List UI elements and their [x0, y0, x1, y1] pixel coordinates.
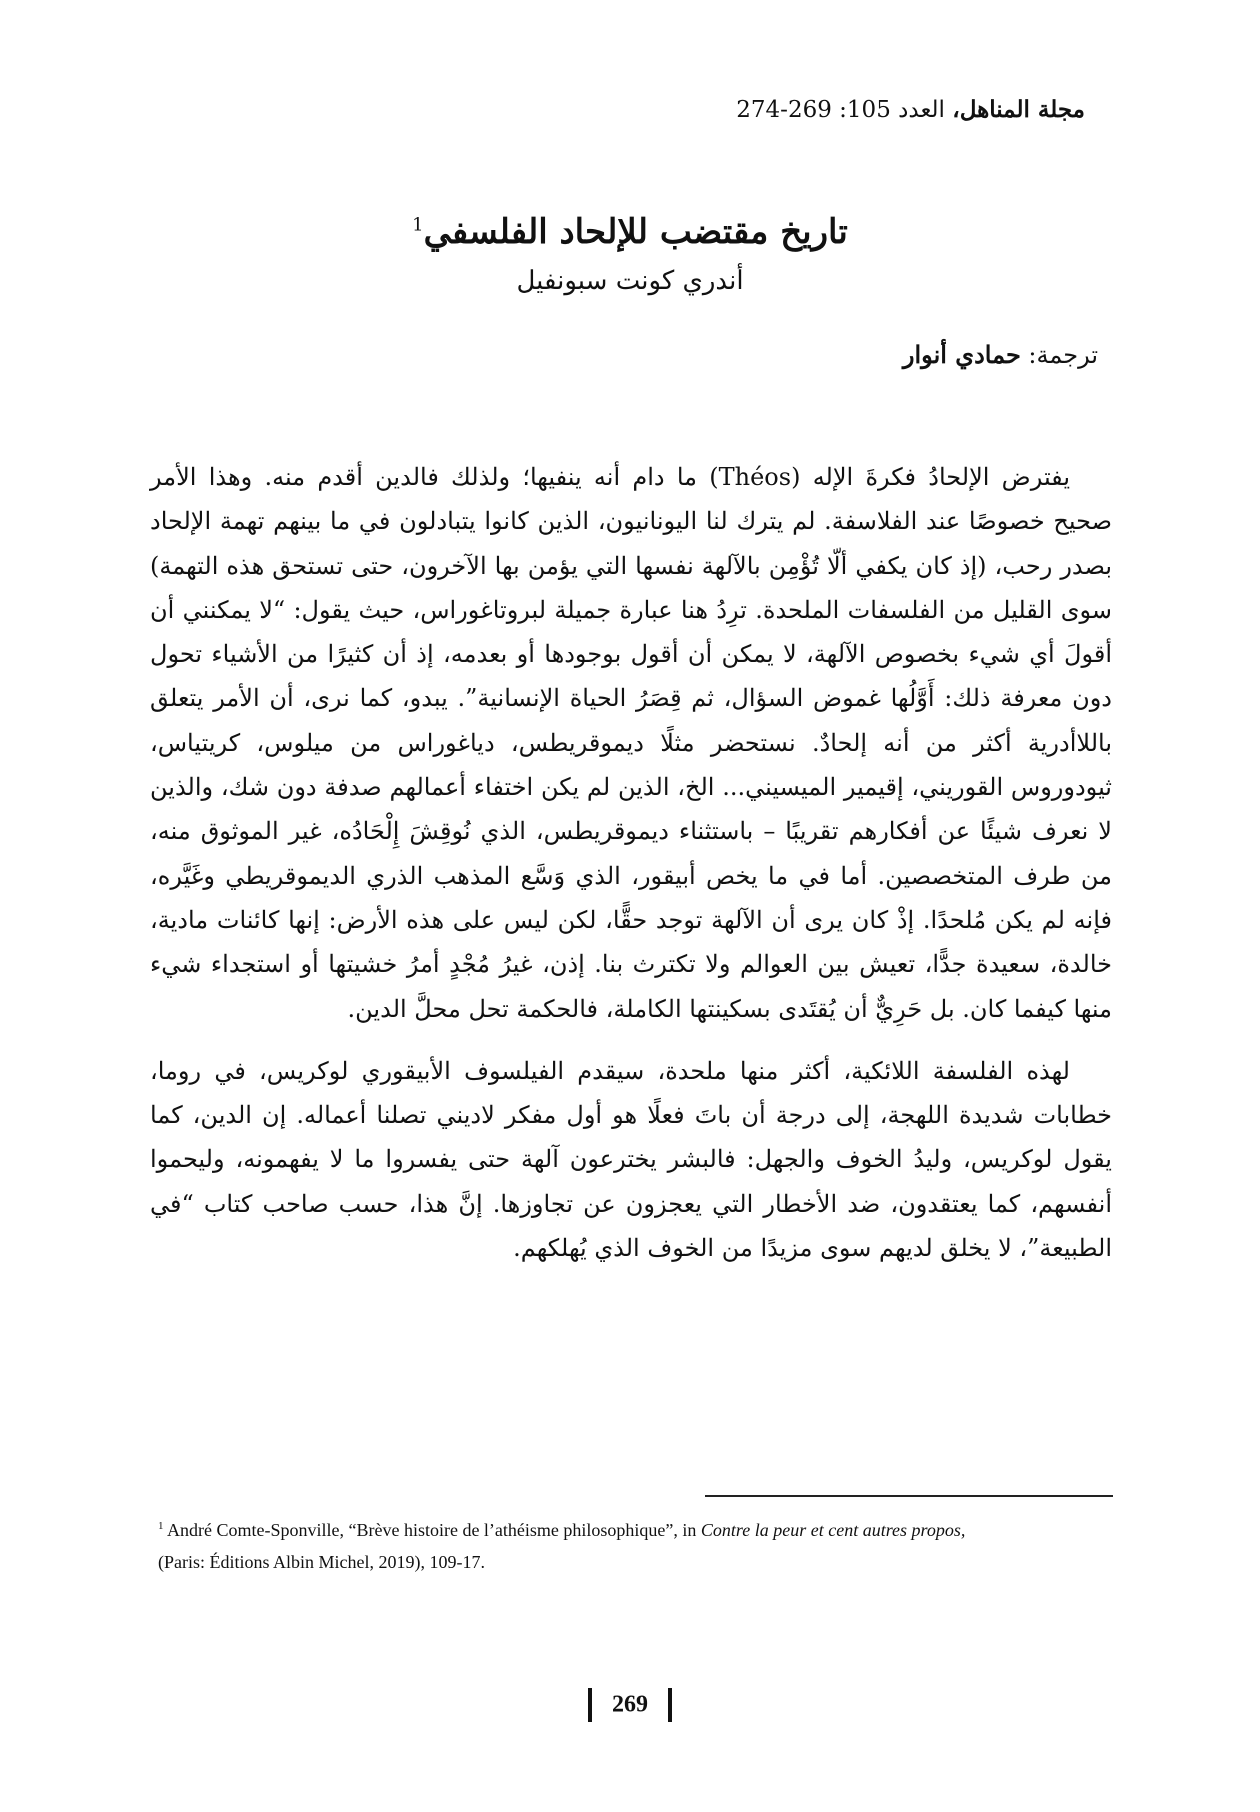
article-title-text: تاريخ مقتضب للإلحاد الفلسفي [423, 212, 848, 252]
footnote [158, 1510, 1113, 1578]
footnote-divider [705, 1495, 1113, 1497]
article-body [150, 455, 1112, 1270]
translator-credit [903, 340, 1098, 369]
author-name: أندري كونت سبونفيل [516, 266, 744, 296]
translation-label: ترجمة: [1020, 341, 1098, 369]
page-number-bar-left [588, 1688, 592, 1722]
title-footnote-marker: 1 [412, 214, 424, 236]
footnote-marker: 1 [158, 1520, 164, 1532]
translator-name: حمادي أنوار [902, 340, 1021, 369]
footnote-citation: André Comte-Sponville, “Brève histoire de l’athéisme philosophique”, in [163, 1520, 701, 1540]
journal-name: مجلة المناهل، [952, 96, 1085, 123]
running-header [736, 96, 1085, 123]
paragraph: لهذه الفلسفة اللائكية، أكثر منها ملحدة، سيقدم الفيلسوف الأبيقوري لوكريس، في روما، خطابات شديدة اللهجة، إلى درجة أن باتَ فعلًا هو أول مفكر لاديني تصلنا أعماله. إن الدين، كما يقول لوكريس، وليدُ الخوف والجهل: فالبشر يخترعون آلهة حتى يفسروا ما لا يفهمونه، وليحموا أنفسهم، كما يعتقدون، ضد الأخطار التي يعجزون عن تجاوزها. إنَّ هذا، حسب صاحب كتاب “في الطبيعة”، لا يخلق لديهم سوى مزيدًا من الخوف الذي يُهلكهم. [150, 1056, 1112, 1263]
footnote-publication: (Paris: Éditions Albin Michel, 2019), 109-17. [158, 1552, 485, 1572]
issue-info: العدد 105: [831, 97, 953, 123]
page-number [0, 1688, 1260, 1722]
page-range: 274-269 [736, 97, 832, 123]
page-number-text: 269 [612, 1691, 648, 1718]
paragraph: يفترض الإلحادُ فكرةَ الإله (Théos) ما دام أنه ينفيها؛ ولذلك فالدين أقدم منه. وهذا الأمر صحيح خصوصًا عند الفلاسفة. لم يترك لنا اليونانيون، الذين كانوا يتبادلون في ما بينهم تهمة الإلحاد بصدر رحب، (إذ كان يكفي ألّا تُؤْمِن بالآلهة نفسها التي يؤمن بها الآخرون، حتى تستحق هذه التهمة) سوى القليل من الفلسفات الملحدة. ترِدُ هنا عبارة جميلة لبروتاغوراس، حيث يقول: “لا يمكنني أن أقولَ أي شيء بخصوص الآلهة، لا يمكن أن أقول بوجودها أو بعدمه، إذ أن كثيرًا من الأشياء تحول دون معرفة ذلك: أَوَّلُها غموض السؤال، ثم قِصَرُ الحياة الإنسانية”. يبدو، كما نرى، أن الأمر يتعلق باللاأدرية أكثر من أنه إلحادٌ. نستحضر مثلًا ديموقريطس، دياغوراس من ميلوس، كريتياس، ثيودوروس القوريني، إقيمير الميسيني... الخ، الذين لم يكن اختفاء أعمالهم صدفة دون شك، والذين لا نعرف شيئًا عن أفكارهم تقريبًا – باستثناء ديموقريطس، الذي نُوقِشَ إِلْحَادُه، غير الموثوق منه، من طرف المتخصصين. أما في ما يخص أبيقور، الذي وَسَّع المذهب الذري الديموقريطي وغَيَّره، فإنه لم يكن مُلحدًا. إذْ كان يرى أن الآلهة توجد حقًّا، لكن ليس على هذه الأرض: إنها كائنات مادية، خالدة، سعيدة جدًّا، تعيش بين العوالم ولا تكترث بنا. إذن، غيرُ مُجْدٍ أمرُ خشيتها أو استجداء شيء منها كيفما كان. بل حَرِيٌّ أن يُقتَدى بسكينتها الكاملة، فالحكمة تحل محلَّ الدين. [150, 463, 1112, 1023]
page-number-bar-right [668, 1688, 672, 1722]
title-block [0, 212, 1260, 296]
footnote-book-title: Contre la peur et cent autres propos, [700, 1520, 966, 1540]
article-title [0, 212, 1260, 252]
